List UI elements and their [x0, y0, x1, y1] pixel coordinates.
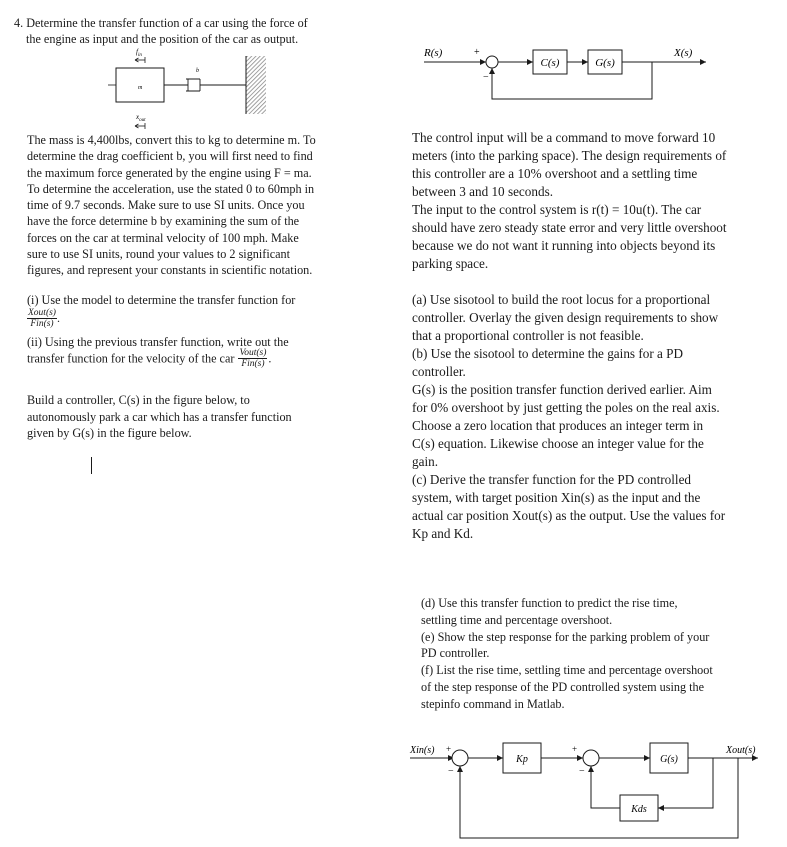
- controller-line: given by G(s) in the figure below.: [27, 426, 192, 440]
- c-block-label: C(s): [540, 57, 560, 69]
- part-ii-line1: (ii) Using the previous transfer function, write out the: [27, 335, 289, 349]
- requirements-line: between 3 and 10 seconds.: [412, 184, 553, 199]
- intro-line: sure to use SI units, round your values to 2 significant: [27, 247, 291, 262]
- parts-line: that a proportional controller is not feasible.: [412, 328, 644, 343]
- parts-line: G(s) is the position transfer function derived earlier. Aim: [412, 382, 712, 397]
- lower-parts-line: (e) Show the step response for the parking problem of your: [421, 629, 710, 644]
- question-title-line1: Determine the transfer function of a car using the force of: [26, 16, 308, 30]
- requirements-line: The input to the control system is r(t) = 10u(t). The car: [412, 202, 702, 217]
- top-feedback-path: [492, 62, 652, 99]
- mass-label: m: [138, 85, 143, 91]
- parts-line: Choose a zero location that produces an integer term in: [412, 418, 704, 433]
- intro-line: figures, and represent your constants in scientific notation.: [27, 263, 313, 278]
- parts-line: (a) Use sisotool to build the root locus for a proportional: [412, 292, 711, 307]
- requirements-line: because we do not want it running into objects beyond its: [412, 238, 716, 253]
- bottom-minus-sign-1: −: [448, 766, 454, 777]
- top-minus-sign: −: [483, 72, 489, 83]
- parts-line: Kp and Kd.: [412, 526, 474, 541]
- intro-line: To determine the acceleration, use the stated 0 to 60mph in: [27, 181, 315, 196]
- lower-parts-line: of the step response of the PD controlled system using the: [421, 679, 704, 694]
- part-ii-line2: transfer function for the velocity of the car $\frac{\text{Vout(s)}}{\text{Fin(s)}}$ .: [27, 348, 272, 369]
- intro-line: determine the drag coefficient b, you will first need to find: [27, 149, 313, 164]
- requirements-line: parking space.: [412, 256, 489, 271]
- parts-line: controller.: [412, 364, 466, 379]
- intro-line: The mass is 4,400lbs, convert this to kg to determine m. To: [27, 133, 316, 147]
- top-plus-sign: +: [474, 47, 480, 58]
- lower-parts-line: (f) List the rise time, settling time and percentage overshoot: [421, 663, 713, 678]
- intro-line: time of 9.7 seconds. Make sure to use SI units. Once you: [27, 198, 305, 213]
- summing-junction-1: [452, 750, 468, 766]
- position-arrow-icon: [135, 123, 145, 129]
- top-block-diagram: [420, 42, 710, 110]
- bottom-plus-sign-2: +: [572, 744, 578, 754]
- parts-line: gain.: [412, 454, 439, 469]
- derivative-return-path: [591, 766, 620, 808]
- parts-line: (c) Derive the transfer function for the PD controlled: [412, 472, 692, 487]
- controller-line: Build a controller, C(s) in the figure below, to: [27, 393, 250, 407]
- position-label: $x_{out}$: [136, 113, 146, 123]
- controller-line: autonomously park a car which has a transfer function: [27, 409, 292, 424]
- parts-paragraph: [412, 291, 725, 543]
- bottom-input-label: Xin(s): [410, 745, 435, 756]
- lower-parts-paragraph: [421, 595, 713, 713]
- question-heading: [14, 15, 308, 47]
- parts-line: actual car position Xout(s) as the output. Use the values for: [412, 508, 726, 523]
- parts-line: (b) Use the sisotool to determine the gains for a PD: [412, 346, 684, 361]
- question-title-line2: the engine as input and the position of the car as output.: [26, 32, 299, 47]
- requirements-line: this controller are a 10% overshoot and a settling time: [412, 166, 698, 181]
- unity-feedback-path: [460, 758, 738, 838]
- part-i-frac-num: Xout(s): [28, 308, 56, 318]
- summing-junction-2: [583, 750, 599, 766]
- bottom-plus-sign-1: +: [446, 744, 452, 754]
- top-output-label: X(s): [674, 47, 693, 59]
- part-i: [27, 292, 295, 308]
- lower-parts-line: (d) Use this transfer function to predict the rise time,: [421, 596, 678, 610]
- lower-parts-line: settling time and percentage overshoot.: [421, 612, 613, 627]
- parts-line: system, with target position Xin(s) as the input and the: [412, 490, 701, 505]
- part-i-frac-den: Fin(s): [30, 319, 54, 329]
- bottom-output-label: Xout(s): [726, 745, 756, 756]
- mass-damper-figure: [100, 46, 270, 131]
- intro-line: the maximum force generated by the engine using F = ma.: [27, 165, 312, 180]
- top-summing-junction: [486, 56, 498, 68]
- requirements-line: should have zero steady state error and very little overshoot: [412, 220, 727, 235]
- requirements-paragraph: [412, 129, 727, 273]
- force-label: $f_{in}$: [136, 48, 142, 58]
- requirements-line: meters (into the parking space). The design requirements of: [412, 148, 727, 163]
- lower-parts-line: stepinfo command in Matlab.: [421, 696, 565, 711]
- intro-paragraph: [27, 132, 316, 279]
- ground-wall: [246, 56, 266, 114]
- part-i-text: (i) Use the model to determine the transfer function for: [27, 293, 296, 307]
- intro-line: forces on the car at terminal velocity of 100 mph. Make: [27, 230, 299, 245]
- part-ii-text: transfer function for the velocity of the car: [27, 351, 235, 366]
- requirements-line: The control input will be a command to move forward 10: [412, 130, 716, 145]
- bottom-block-diagram: [408, 738, 768, 842]
- intro-line: have the force determine b by examining the sum of the: [27, 214, 300, 229]
- question-number: 4.: [14, 16, 24, 30]
- part-ii-frac-den: Fin(s): [241, 359, 265, 369]
- kp-block-label: Kp: [516, 754, 528, 765]
- damper-icon: [164, 79, 246, 91]
- bottom-minus-sign-2: −: [579, 766, 585, 777]
- controller-paragraph: [27, 392, 292, 442]
- kd-block-label: Kds: [631, 804, 647, 815]
- parts-line: for 0% overshoot by just getting the poles on the real axis.: [412, 400, 720, 415]
- text-cursor: [91, 457, 92, 474]
- parts-line: controller. Overlay the given design requirements to show: [412, 310, 719, 325]
- part-ii-frac-num: Vout(s): [239, 348, 267, 358]
- plant-block-label: G(s): [660, 754, 678, 765]
- g-block-label: G(s): [595, 57, 615, 69]
- lower-parts-line: PD controller.: [421, 646, 490, 661]
- damper-label: b: [196, 68, 199, 74]
- parts-line: C(s) equation. Likewise choose an integer value for the: [412, 436, 704, 451]
- top-input-label: R(s): [424, 47, 443, 59]
- part-i-fraction: $\frac{\text{Xout(s)}}{\text{Fin(s)}}$ .: [28, 308, 60, 329]
